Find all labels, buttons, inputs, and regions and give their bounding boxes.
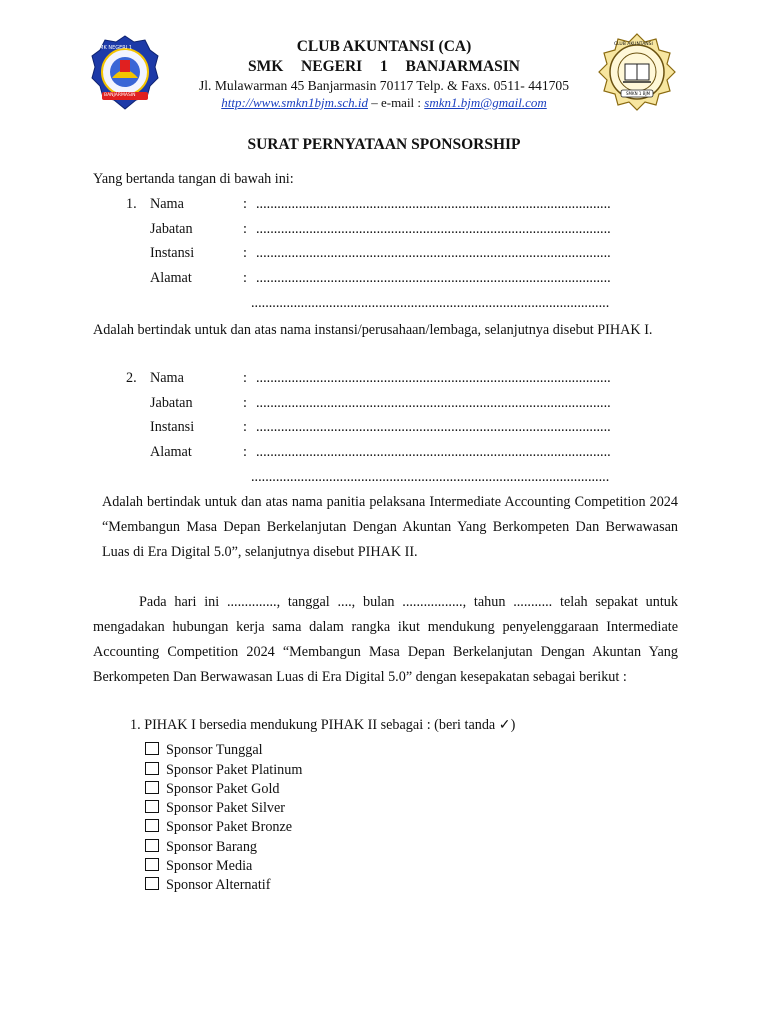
party2-label-alamat: Alamat: [150, 444, 192, 460]
party1-nama-blank[interactable]: ....................................................................................................: [256, 196, 611, 212]
party2-jabatan-blank[interactable]: ....................................................................................................: [256, 395, 611, 411]
option-label: Sponsor Tunggal: [166, 742, 263, 758]
party2-number: 2.: [126, 370, 137, 386]
email-separator: – e-mail :: [367, 95, 425, 110]
colon: :: [243, 370, 247, 386]
point-1: 1. PIHAK I bersedia mendukung PIHAK II sebagai : (beri tanda ✓): [130, 717, 516, 733]
email-link[interactable]: smkn1.bjm@gmail.com: [424, 95, 547, 110]
option-label: Sponsor Paket Silver: [166, 800, 286, 816]
checkbox[interactable]: [145, 762, 159, 775]
option-label: Sponsor Paket Gold: [166, 781, 280, 797]
party1-label-alamat: Alamat: [150, 270, 192, 286]
option-row[interactable]: [145, 819, 292, 836]
party2-label-nama: Nama: [150, 370, 184, 386]
checkbox[interactable]: [145, 800, 159, 813]
party1-label-nama: Nama: [150, 196, 184, 212]
logo-right-ring-text: CLUB AKUNTANSI: [614, 42, 653, 47]
option-row[interactable]: [145, 877, 270, 894]
option-row[interactable]: [145, 742, 263, 759]
logo-left-bottom-text: BANJARMASIN: [104, 93, 136, 98]
checkbox[interactable]: [145, 877, 159, 890]
website-link[interactable]: http://www.smkn1bjm.sch.id: [221, 95, 368, 110]
intro-text: Yang bertanda tangan di bawah ini:: [93, 171, 294, 187]
party1-instansi-blank[interactable]: ....................................................................................................: [256, 245, 611, 261]
option-row[interactable]: [145, 800, 285, 817]
party2-alamat-blank-2[interactable]: .....................................................................................................: [251, 469, 610, 485]
party1-alamat-blank[interactable]: ....................................................................................................: [256, 270, 611, 286]
option-row[interactable]: [145, 839, 257, 856]
contact-line: [170, 95, 598, 111]
party1-statement: Adalah bertindak untuk dan atas nama instansi/perusahaan/lembaga, selanjutnya disebut PIHAK I.: [93, 322, 653, 338]
party1-number: 1.: [126, 196, 137, 212]
checkbox[interactable]: [145, 742, 159, 755]
party2-label-jabatan: Jabatan: [150, 395, 193, 411]
colon: :: [243, 196, 247, 212]
checkbox[interactable]: [145, 858, 159, 871]
party2-nama-blank[interactable]: ....................................................................................................: [256, 370, 611, 386]
school-address: Jl. Mulawarman 45 Banjarmasin 70117 Telp. & Faxs. 0511- 441705: [198, 78, 570, 93]
colon: :: [243, 221, 247, 237]
party1-label-jabatan: Jabatan: [150, 221, 193, 237]
colon: :: [243, 270, 247, 286]
org-name: CLUB AKUNTANSI (CA): [296, 38, 472, 55]
option-row[interactable]: [145, 762, 302, 779]
party2-label-instansi: Instansi: [150, 419, 195, 435]
colon: :: [243, 444, 247, 460]
option-label: Sponsor Paket Bronze: [166, 819, 293, 835]
agreement-paragraph: Pada hari ini .............., tanggal ...., bulan ................., tahun ........... telah sepakat untuk mengadakan hubungan kerja sama dalam rangka ikut mendukung penyelenggaraan Intermediate Accounting Competition 2024 “Membangun Masa Depan Berkelanjutan Dengan Akuntan Yang Berkompeten Dan Berwawasan Luas di Era Digital 5.0” dengan kesepakatan sebagai berikut :: [93, 594, 678, 685]
party2-statement: Adalah bertindak untuk dan atas nama panitia pelaksana Intermediate Accounting Competition 2024 “Membangun Masa Depan Berkelanjutan Dengan Akuntan Yang Berkompeten Dan Berwawasan Luas di Era Digital 5.0”, selanjutnya disebut PIHAK II.: [102, 494, 678, 560]
party1-jabatan-blank[interactable]: ....................................................................................................: [256, 221, 611, 237]
party2-alamat-blank[interactable]: ....................................................................................................: [256, 444, 611, 460]
option-label: Sponsor Media: [166, 858, 253, 874]
option-row[interactable]: [145, 858, 252, 875]
school-name: SMK NEGERI 1 BANJARMASIN: [248, 58, 520, 75]
party2-instansi-blank[interactable]: ....................................................................................................: [256, 419, 611, 435]
option-label: Sponsor Alternatif: [166, 877, 271, 893]
option-row[interactable]: [145, 781, 280, 798]
colon: :: [243, 395, 247, 411]
document-title: SURAT PERNYATAAN SPONSORSHIP: [247, 136, 521, 153]
checkbox[interactable]: [145, 781, 159, 794]
party1-label-instansi: Instansi: [150, 245, 195, 261]
option-label: Sponsor Barang: [166, 839, 258, 855]
colon: :: [243, 419, 247, 435]
checkbox[interactable]: [145, 819, 159, 832]
colon: :: [243, 245, 247, 261]
checkbox[interactable]: [145, 839, 159, 852]
option-label: Sponsor Paket Platinum: [166, 762, 303, 778]
logo-right-bottom-text: SMKN 1 BJM: [626, 91, 651, 96]
party1-alamat-blank-2[interactable]: .....................................................................................................: [251, 295, 610, 311]
logo-left-top-text: SMK NEGERI 1: [96, 45, 133, 51]
